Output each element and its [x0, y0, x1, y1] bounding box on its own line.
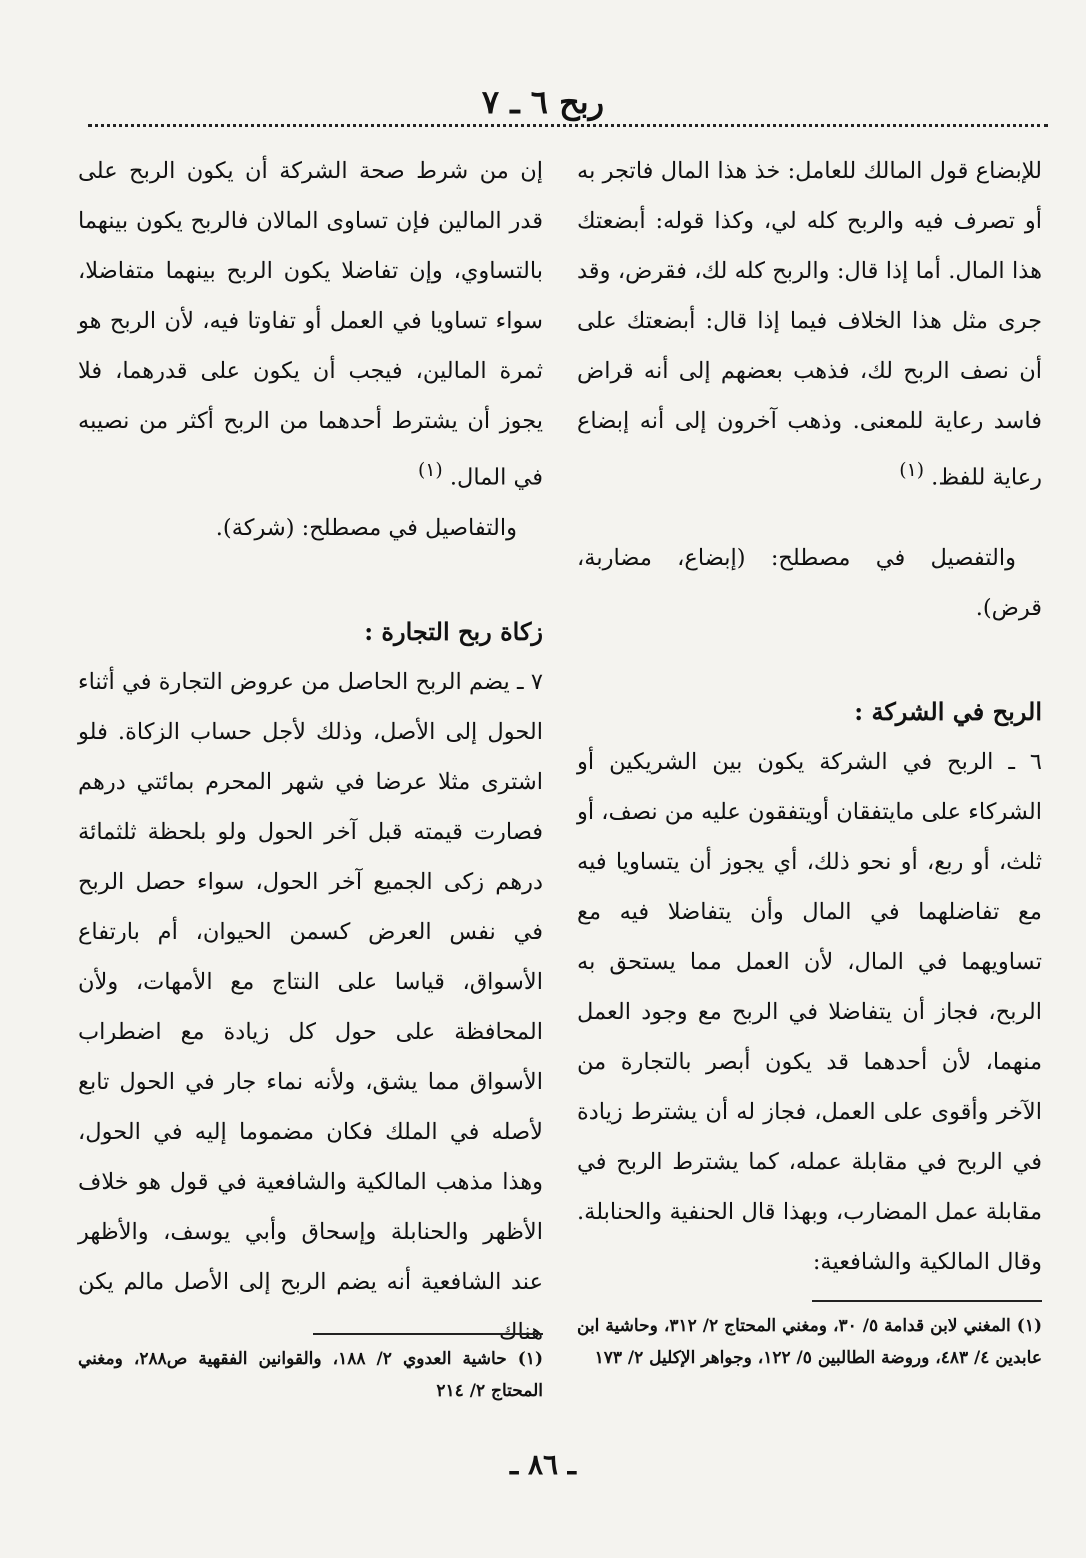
- paragraph: والتفاصيل في مصطلح: (شركة).: [215, 514, 517, 541]
- footnote-text: (١) المغني لابن قدامة ٥/ ٣٠، ومغني المحتاج ٢/ ٣١٢، وحاشية ابن عابدين ٤/ ٤٨٣، وروضة الطالبين ٥/ ١٢٢، وجواهر الإكليل ٢/ ١٧٣: [577, 1316, 1042, 1368]
- right-column: [577, 146, 1042, 1287]
- footnote-rule: [812, 1300, 1042, 1302]
- paragraph-text: للإبضاع قول المالك للعامل: خذ هذا المال فاتجر به أو تصرف فيه والربح كله لي، وكذا قوله: أبضعتك هذا المال. أما إذا قال: والربح كله لك، فقرض، وقد جرى مثل هذا الخلاف فيما إذا قال: أبضعتك على أن نصف الربح لك، فذهب بعضهم إلى أنه قراض فاسد رعاية للمعنى. وذهب آخرون إلى أنه إبضاع رعاية للفظ.: [577, 158, 1042, 491]
- paragraph: والتفصيل في مصطلح: (إبضاع، مضاربة، قرض).: [577, 544, 1042, 621]
- running-header: ربح ٦ ـ ٧: [481, 83, 605, 121]
- header-dotted-rule: [88, 124, 1048, 127]
- page-number: ـ ٨٦ ـ: [510, 1448, 576, 1481]
- footnote-ref: (١): [417, 460, 443, 481]
- paragraph-text: إن من شرط صحة الشركة أن يكون الربح على قدر المالين فإن تساوى المالان فالربح يكون بينهما بالتساوي، وإن تفاضلا يكون الربح بينهما متفاضلا، سواء تساويا في العمل أو تفاوتا فيه، لأن الربح هو ثمرة المالين، فيجب أن يكون على قدرهما، فلا يجوز أن يشترط أحدهما من الربح أكثر من نصيبه في المال.: [78, 158, 543, 491]
- paragraph: [577, 146, 1042, 503]
- footnote-left: [78, 1333, 543, 1407]
- footnote-ref: (١): [899, 460, 925, 481]
- footnote-rule: [313, 1333, 543, 1335]
- section-heading: زكاة ربح التجارة :: [364, 616, 543, 646]
- left-column: [78, 146, 543, 1357]
- paragraph: ٧ ـ يضم الربح الحاصل من عروض التجارة في أثناء الحول إلى الأصل، وذلك لأجل حساب الزكاة. فلو اشترى مثلا عرضا في شهر المحرم بمائتي درهم فصارت قيمته قبل آخر الحول ولو بلحظة ثلثمائة درهم زكى الجميع آخر الحول، سواء حصل الربح في نفس العرض كسمن الحيوان، أم بارتفاع الأسواق، قياسا على النتاج مع الأمهات، ولأن المحافظة على حول كل زيادة مع اضطراب الأسواق مما يشق، ولأنه نماء جار في الحول تابع لأصله في الملك فكان مضموما إليه في الحول، وهذا مذهب المالكية والشافعية في قول هو خلاف الأظهر والحنابلة وإسحاق وأبي يوسف، والأظهر عند الشافعية أنه يضم الربح إلى الأصل مالم يكن هناك: [78, 668, 543, 1345]
- footnote-text: (١) حاشية العدوي ٢/ ١٨٨، والقوانين الفقهية ص٢٨٨، ومغني المحتاج ٢/ ٢١٤: [78, 1349, 543, 1401]
- footnote-right: [577, 1300, 1042, 1374]
- paragraph: [78, 146, 543, 503]
- section-heading: الربح في الشركة :: [854, 696, 1042, 726]
- paragraph: ٦ ـ الربح في الشركة يكون بين الشريكين أو الشركاء على مايتفقان أويتفقون عليه من نصف، أو ثلث، أو ربع، أو نحو ذلك، أي يجوز أن يتساويا فيه مع تفاضلهما في المال وأن يتفاضلا فيه مع تساويهما في المال، لأن العمل مما يستحق به الربح، فجاز أن يتفاضلا في الربح مع وجود العمل منهما، لأن أحدهما قد يكون أبصر بالتجارة من الآخر وأقوى على العمل، فجاز له أن يشترط زيادة في الربح في مقابلة عمله، كما يشترط الربح في مقابلة عمل المضارب، وبهذا قال الحنفية والحنابلة. وقال المالكية والشافعية:: [577, 748, 1042, 1275]
